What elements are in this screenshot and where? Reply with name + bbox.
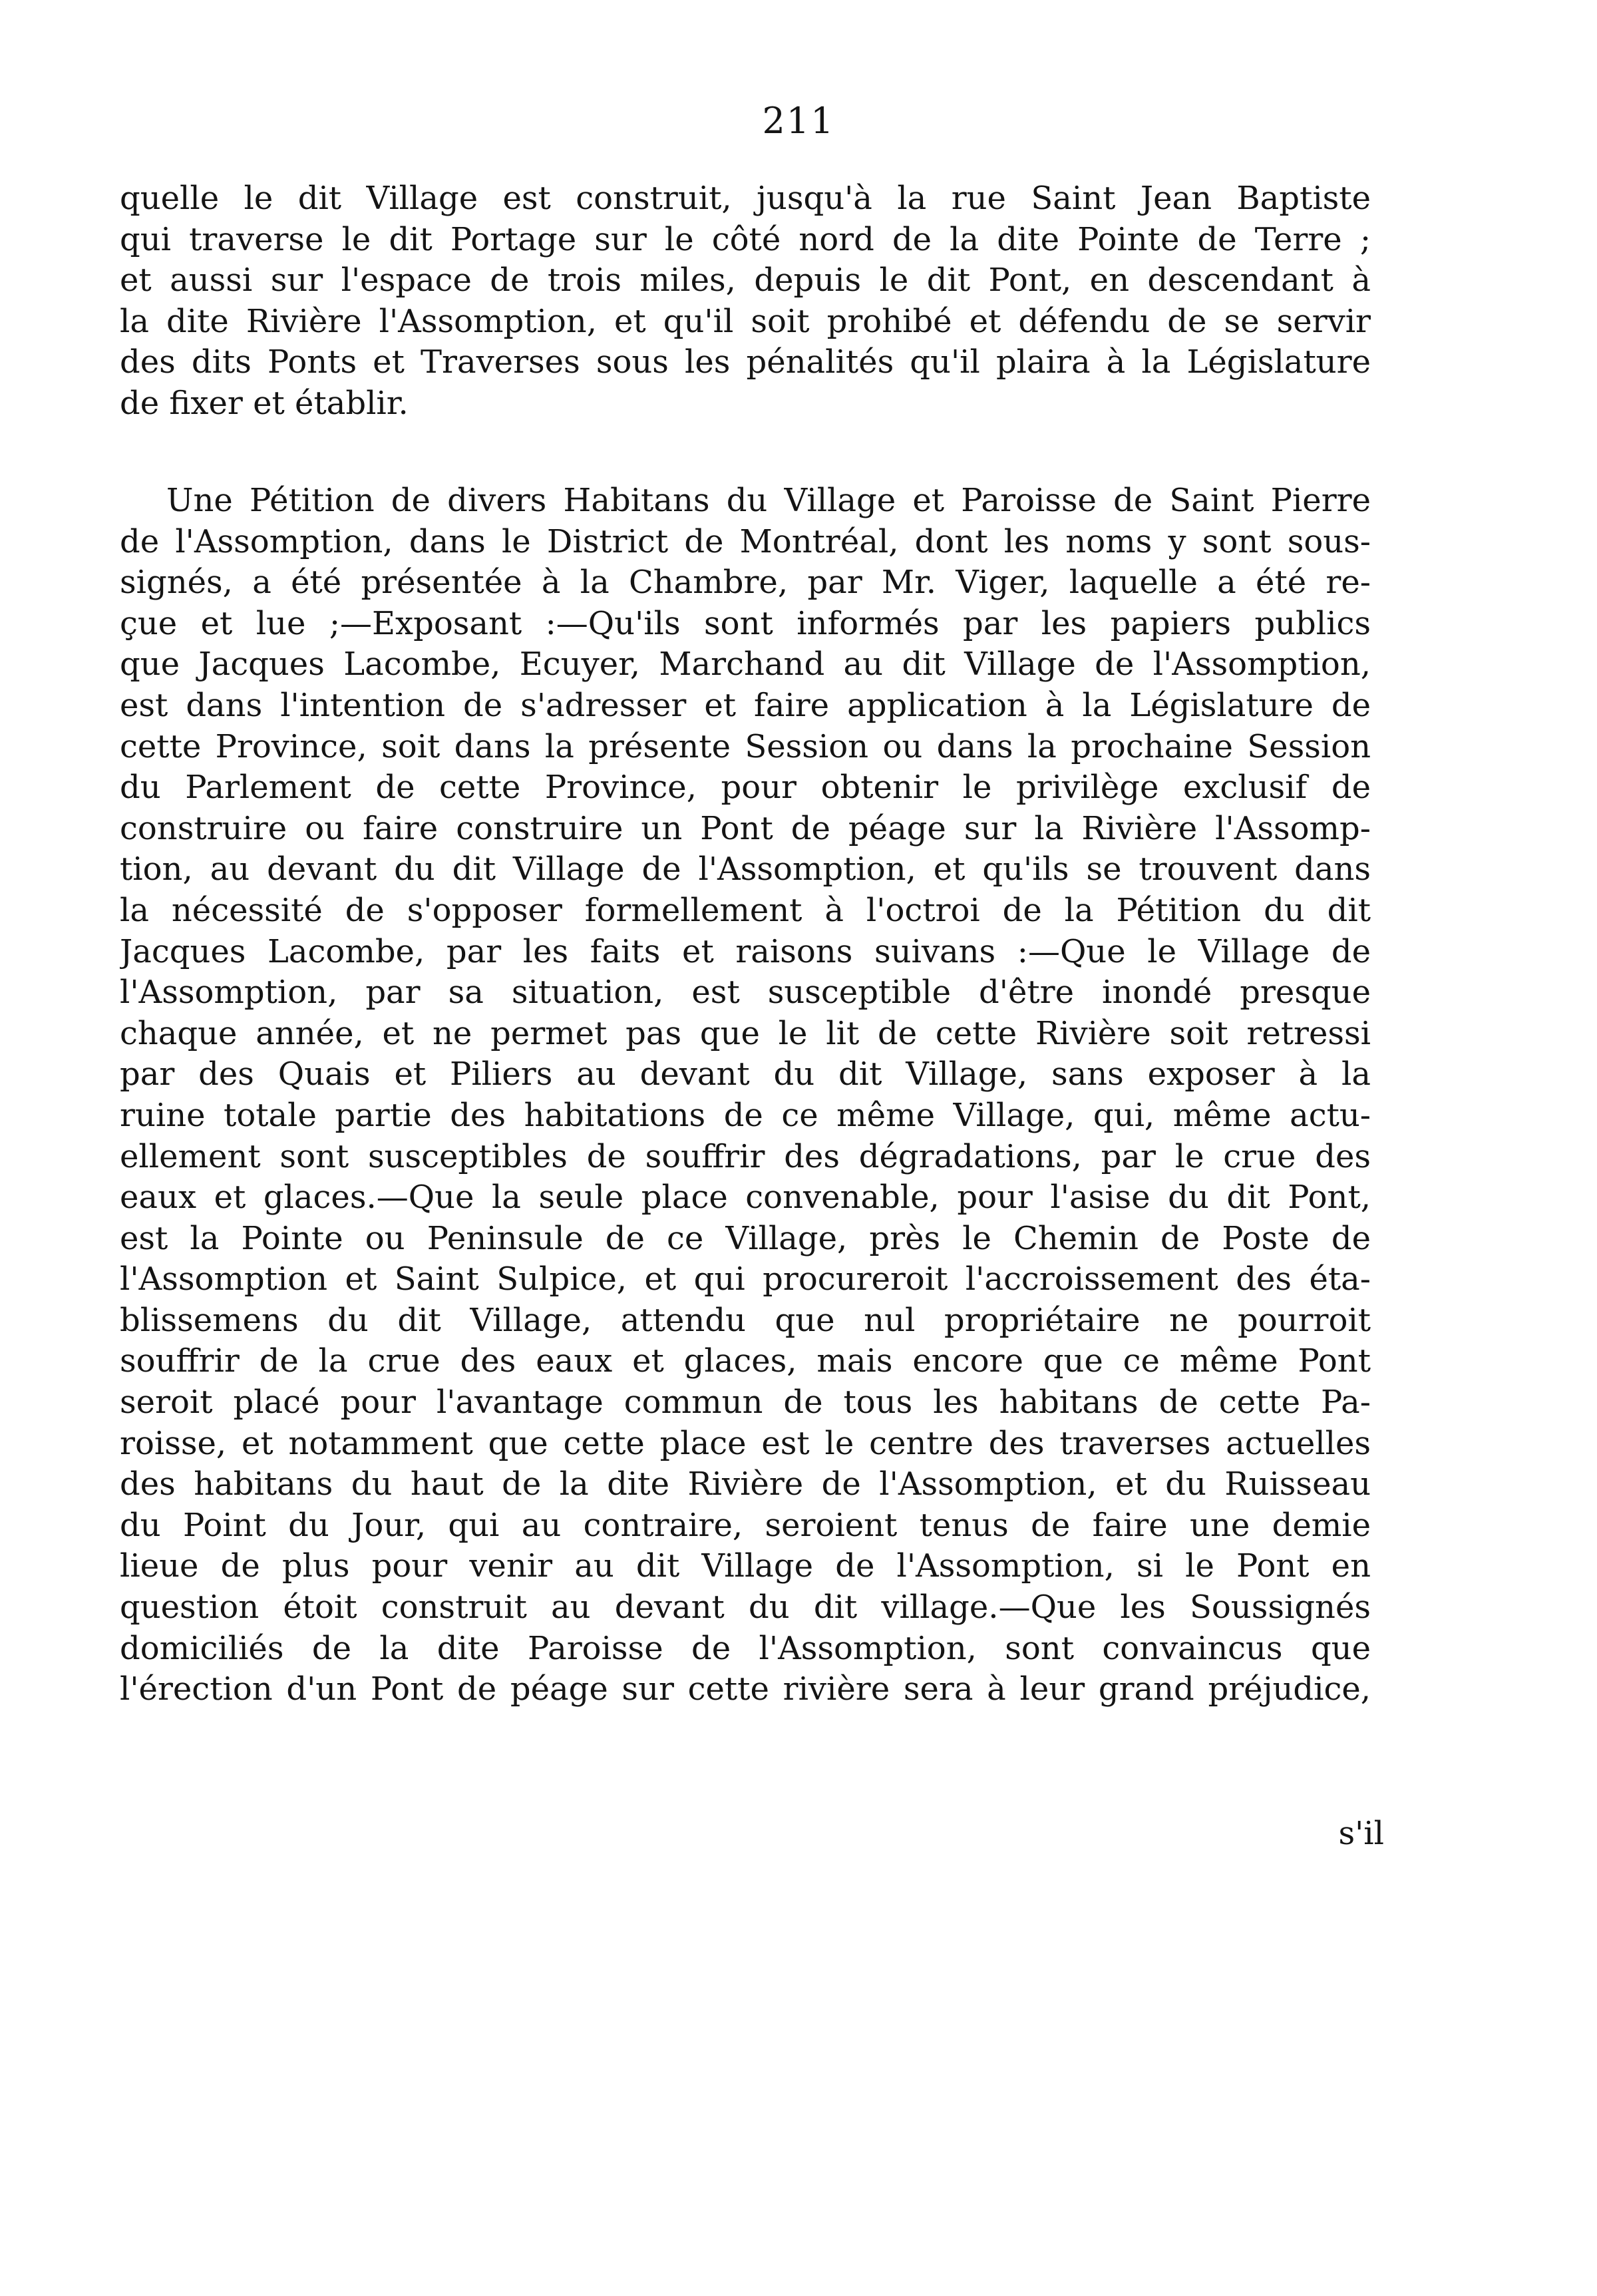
text-line: question étoit construit au devant du dit village.—Que les Soussignés xyxy=(120,1589,1371,1626)
text-line: eaux et glaces.—Que la seule place convenable, pour l'asise du dit Pont, xyxy=(120,1179,1371,1217)
text-line: que Jacques Lacombe, Ecuyer, Marchand au dit Village de l'Assomption, xyxy=(120,646,1371,683)
page-number: 211 xyxy=(762,100,835,142)
text-line: l'érection d'un Pont de péage sur cette rivière sera à leur grand préjudice, xyxy=(120,1670,1371,1708)
text-line: l'Assomption, par sa situation, est susceptible d'être inondé presque xyxy=(120,974,1371,1012)
text-line: l'Assomption et Saint Sulpice, et qui procureroit l'accroissement des éta- xyxy=(120,1260,1371,1298)
text-line: la dite Rivière l'Assomption, et qu'il soit prohibé et défendu de se servir xyxy=(120,302,1371,340)
text-line: la nécessité de s'opposer formellement à l'octroi de la Pétition du dit xyxy=(120,891,1371,929)
text-line: de l'Assomption, dans le District de Montréal, dont les noms y sont sous- xyxy=(120,522,1371,560)
text-line: de fixer et établir. xyxy=(120,384,409,422)
text-line: qui traverse le dit Portage sur le côté nord de la dite Pointe de Terre ; xyxy=(120,220,1371,258)
text-line: par des Quais et Piliers au devant du dit Village, sans exposer à la xyxy=(120,1055,1371,1093)
text-line: souffrir de la crue des eaux et glaces, mais encore que ce même Pont xyxy=(120,1342,1371,1380)
text-line: çue et lue ;—Exposant :—Qu'ils sont informés par les papiers publics xyxy=(120,604,1371,642)
text-line: blissemens du dit Village, attendu que nul propriétaire ne pourroit xyxy=(120,1301,1371,1339)
text-line: est dans l'intention de s'adresser et faire application à la Législature de xyxy=(120,686,1371,724)
text-line: et aussi sur l'espace de trois miles, depuis le dit Pont, en descendant à xyxy=(120,262,1371,299)
text-line: signés, a été présentée à la Chambre, par Mr. Viger, laquelle a été re- xyxy=(120,564,1371,602)
text-line: cette Province, soit dans la présente Session ou dans la prochaine Session xyxy=(120,727,1371,765)
text-line: quelle le dit Village est construit, jusqu'à la rue Saint Jean Baptiste xyxy=(120,180,1371,217)
text-line: du Parlement de cette Province, pour obtenir le privilège exclusif de xyxy=(120,769,1371,807)
text-line: construire ou faire construire un Pont de péage sur la Rivière l'Assomp- xyxy=(120,809,1371,847)
catchword: s'il xyxy=(1338,1815,1384,1852)
text-line: tion, au devant du dit Village de l'Assomption, et qu'ils se trouvent dans xyxy=(120,851,1371,888)
text-line: du Point du Jour, qui au contraire, seroient tenus de faire une demie xyxy=(120,1506,1371,1544)
text-line: Une Pétition de divers Habitans du Village et Paroisse de Saint Pierre xyxy=(166,482,1371,519)
paragraph-2 xyxy=(120,480,1371,1710)
text-line: ruine totale partie des habitations de ce même Village, qui, même actu- xyxy=(120,1096,1371,1134)
paragraph-1 xyxy=(120,178,1371,425)
text-line: est la Pointe ou Peninsule de ce Village, près le Chemin de Poste de xyxy=(120,1219,1371,1257)
text-line: ellement sont susceptibles de souffrir des dégradations, par le crue des xyxy=(120,1137,1371,1175)
text-line: des habitans du haut de la dite Rivière de l'Assomption, et du Ruisseau xyxy=(120,1465,1371,1503)
text-line: chaque année, et ne permet pas que le lit de cette Rivière soit retressi xyxy=(120,1014,1371,1052)
text-line: des dits Ponts et Traverses sous les pénalités qu'il plaira à la Législature xyxy=(120,343,1371,381)
text-line: seroit placé pour l'avantage commun de tous les habitans de cette Pa- xyxy=(120,1384,1371,1422)
text-line: roisse, et notamment que cette place est le centre des traverses actuelles xyxy=(120,1424,1371,1462)
text-line: lieue de plus pour venir au dit Village de l'Assomption, si le Pont en xyxy=(120,1547,1371,1585)
text-line: domiciliés de la dite Paroisse de l'Assomption, sont convaincus que xyxy=(120,1629,1371,1667)
text-line: Jacques Lacombe, par les faits et raisons suivans :—Que le Village de xyxy=(120,932,1371,970)
